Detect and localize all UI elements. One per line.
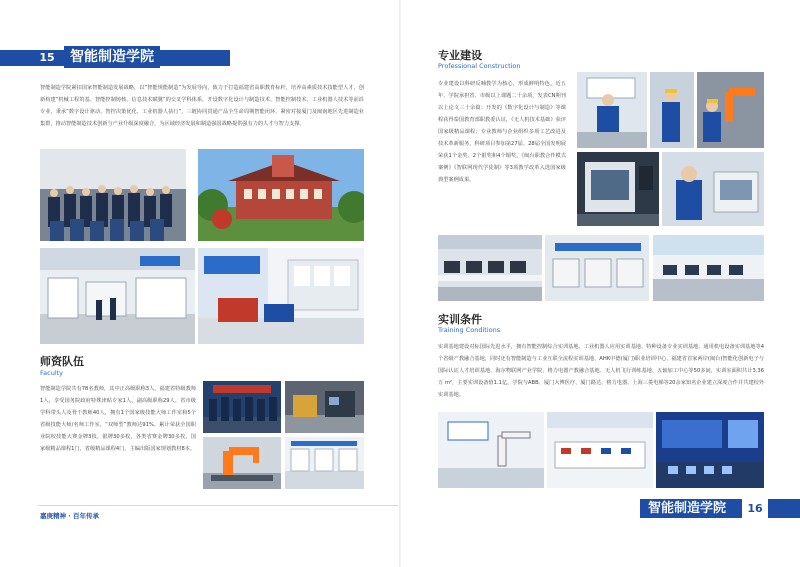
workshop-photo [285, 381, 364, 433]
blue-lab-photo [656, 412, 764, 488]
training-paragraph: 实训基地建设对标国际先进水平，拥有智能控制综合实训基地、工业机器人应用实训基地、特种设备专业实训基地、通用机电设备实训基地等4个省级产教融合基地，同时还有智能制造与工业互联全流程实训基地、AHK中德(厦门)职业培训中心、福建省首家两岸(闽台)智能化创新电子与国际认证人才培训基地、海尔物联网产业学院、格力电器产教融合基地、无人机飞行训练基地、五轴加工中心等50多间，实训室面积共计3.36万 m²，主要实训设备值1.1亿，学院与ABB、厦门大博医疗、厦门路达、格力电器、上海三菱电梯等20余家知名企业建立深度合作并共建校外实训基地。 [438, 344, 764, 398]
major-paragraph: 专业建设以科研反哺教学为核心，形成鲜明特色。近五年，学院承担省、市级以上课题二十余项，发表CN期刊以上论文三十余篇；开发的《数字化设计与制造》等课程获得泰国教育部职教委认证，《无人机技术基础》获评国家级精品课程；专业教师与企业组织多项工艺改进及技术革新服务，科研项目参加第27届、28届全国发明展荣获1个金奖、2个银奖和4个铜奖。《闽台职教合作模式案例》《智联网现代学徒制》等3项教学改革入选国家级典型案例成果。 [438, 81, 566, 183]
training-subtitle: Training Conditions [438, 326, 501, 334]
faculty-subtitle: Faculty [40, 369, 64, 377]
classroom-photo [653, 235, 764, 301]
machinery-photo [697, 72, 764, 148]
major-title: 专业建设 [438, 49, 482, 62]
operator-photo [650, 72, 694, 148]
cnc-machine-photo [577, 152, 659, 226]
workstation-lab-photo [545, 235, 649, 301]
right-footer-title: 智能制造学院 [648, 501, 727, 516]
display-table-photo [547, 412, 653, 488]
left-footer-slogan: 嘉庚精神 · 百年传承 [40, 512, 99, 520]
intro-paragraph: 智能制造学院紧扣国家智能制造发展战略，以“智能规能制造”为发展导向，致力于打造福建省高职教育标杆，培养高素质技术技能型人才，创新构建“机械工程筑基、智能控制铸核、信息技术赋翼”的交叉学科体系，开设数字化设计与制造技术、智能控制技术、工业机器人技术等前沿专业，秉承“数字设计驱动、智控决策优化、工业机器人执行”，三链协同贯通产品全生命周期智能闭环，紧密对接厦门及闽南地区先进制造业集群，推动智能制造技术创新与产业升级深度融合，为区域经济发展和制造强国战略提供强有力的人才与智力支撑。 [40, 85, 364, 127]
robotic-arm-photo [438, 412, 544, 488]
team-photo [203, 381, 281, 433]
left-header-title: 智能制造学院 [64, 46, 160, 68]
lab-worker-photo [577, 72, 647, 148]
page-fold [399, 0, 401, 567]
right-page-number: 16 [742, 499, 768, 518]
campus-building-photo [198, 149, 364, 241]
faculty-paragraph: 智能制造学院共有78名教师，其中正高级职称3人，福建省特级教师1人，享受国务院政府特殊津贴专家1人，副高级职称29人，省市级学科带头人及骨干教师40人，拥有1个国家级技能大师工作室和5个省级技能大师/名师工作室，“双师型”教师达91%。累计荣获全国职业院校技能大赛金牌3枚，银牌30多枚，各类省赛金牌30多枚，国家级精品课程1门，省级精品课程4门，主编出版国家规划教材8本。 [40, 386, 196, 452]
robot-lab-photo [40, 248, 195, 344]
group-photo [40, 149, 186, 241]
computer-lab-photo [438, 235, 542, 301]
major-subtitle: Professional Construction [438, 62, 521, 70]
faculty-title: 师资队伍 [40, 355, 84, 368]
display-room-photo [198, 248, 364, 344]
left-footer-line [38, 505, 398, 506]
robot-welding-photo [203, 437, 281, 489]
welder-photo [662, 152, 764, 226]
training-title: 实训条件 [438, 313, 482, 326]
left-page-number: 15 [39, 51, 55, 64]
training-room-photo [285, 437, 364, 489]
